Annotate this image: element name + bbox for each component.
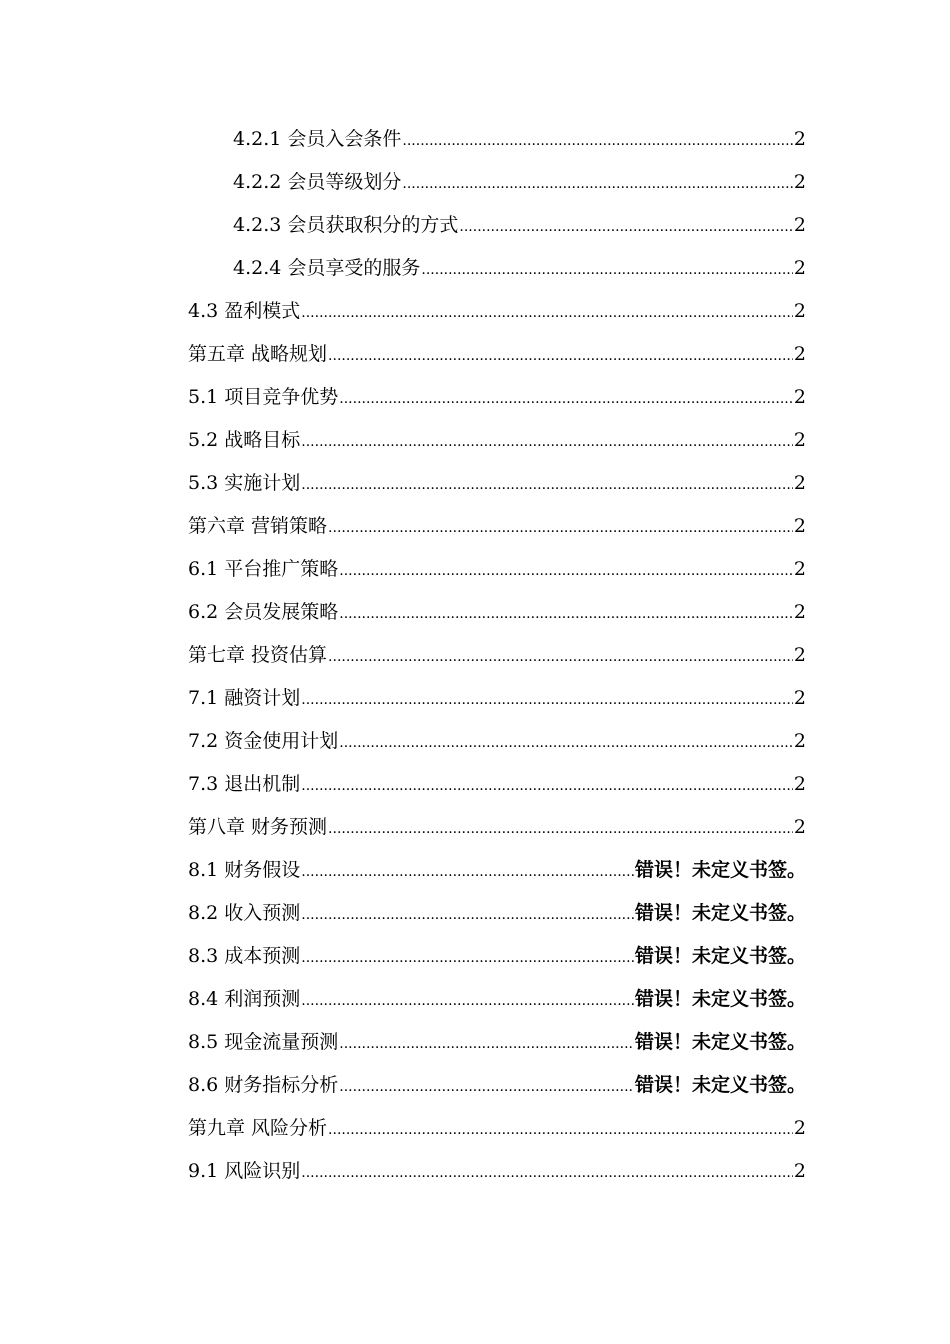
toc-entry-title: 8.4 利润预测 [188, 988, 301, 1010]
toc-dot-leader [328, 335, 793, 378]
toc-entry[interactable] [188, 204, 806, 247]
toc-entry-title: 8.3 成本预测 [188, 945, 301, 967]
toc-entry-page-number: 2 [793, 644, 806, 666]
toc-entry-title: 第八章 财务预测 [188, 816, 328, 838]
toc-dot-leader [301, 851, 634, 894]
toc-entry[interactable] [188, 290, 806, 333]
toc-entry-bookmark-error: 错误！未定义书签。 [634, 1074, 806, 1096]
toc-entry[interactable] [188, 720, 806, 763]
toc-entry-page-number: 2 [793, 386, 806, 408]
toc-entry[interactable] [188, 247, 806, 290]
toc-entry-title: 第五章 战略规划 [188, 343, 328, 365]
toc-entry-page-number: 2 [793, 687, 806, 709]
toc-entry[interactable] [188, 763, 806, 806]
toc-dot-leader [339, 1066, 634, 1109]
toc-entry-title: 4.2.4 会员享受的服务 [233, 257, 421, 279]
toc-entry-page-number: 2 [793, 300, 806, 322]
toc-entry-page-number: 2 [793, 214, 806, 236]
toc-entry-bookmark-error: 错误！未定义书签。 [634, 902, 806, 924]
toc-dot-leader [301, 765, 793, 808]
toc-entry-page-number: 2 [793, 816, 806, 838]
toc-entry-title: 8.5 现金流量预测 [188, 1031, 339, 1053]
toc-entry-page-number: 2 [793, 601, 806, 623]
toc-entry-title: 8.6 财务指标分析 [188, 1074, 339, 1096]
toc-entry-title: 4.2.1 会员入会条件 [233, 128, 402, 150]
toc-entry-page-number: 2 [793, 515, 806, 537]
toc-dot-leader [339, 593, 793, 636]
toc-entry[interactable] [188, 118, 806, 161]
toc-entry-title: 第六章 营销策略 [188, 515, 328, 537]
toc-entry-title: 5.2 战略目标 [188, 429, 301, 451]
toc-entry[interactable] [188, 1021, 806, 1064]
toc-dot-leader [339, 550, 793, 593]
toc-entry[interactable] [188, 333, 806, 376]
toc-entry-page-number: 2 [793, 257, 806, 279]
toc-entry-title: 6.2 会员发展策略 [188, 601, 339, 623]
toc-entry-title: 第七章 投资估算 [188, 644, 328, 666]
toc-entry-title: 8.1 财务假设 [188, 859, 301, 881]
toc-entry-page-number: 2 [793, 1160, 806, 1182]
toc-entry[interactable] [188, 161, 806, 204]
toc-entry-title: 第九章 风险分析 [188, 1117, 328, 1139]
toc-entry-page-number: 2 [793, 343, 806, 365]
toc-dot-leader [301, 421, 793, 464]
toc-dot-leader [301, 679, 793, 722]
toc-entry-page-number: 2 [793, 773, 806, 795]
toc-entry-title: 4.2.3 会员获取积分的方式 [233, 214, 459, 236]
toc-entry-title: 7.1 融资计划 [188, 687, 301, 709]
toc-dot-leader [301, 894, 634, 937]
toc-dot-leader [339, 1023, 634, 1066]
toc-entry[interactable] [188, 1107, 806, 1150]
toc-dot-leader [301, 1152, 793, 1195]
toc-dot-leader [301, 292, 793, 335]
toc-entry-page-number: 2 [793, 1117, 806, 1139]
toc-entry[interactable] [188, 849, 806, 892]
toc-dot-leader [402, 120, 793, 163]
toc-entry-bookmark-error: 错误！未定义书签。 [634, 859, 806, 881]
toc-dot-leader [459, 206, 793, 249]
toc-entry-title: 5.1 项目竞争优势 [188, 386, 339, 408]
toc-entry[interactable] [188, 376, 806, 419]
toc-entry[interactable] [188, 548, 806, 591]
toc-dot-leader [421, 249, 793, 292]
toc-dot-leader [301, 937, 634, 980]
toc-entry-title: 8.2 收入预测 [188, 902, 301, 924]
toc-dot-leader [301, 464, 793, 507]
toc-entry-page-number: 2 [793, 558, 806, 580]
toc-entry-title: 5.3 实施计划 [188, 472, 301, 494]
toc-dot-leader [328, 636, 793, 679]
toc-entry-page-number: 2 [793, 472, 806, 494]
toc-entry-bookmark-error: 错误！未定义书签。 [634, 945, 806, 967]
toc-dot-leader [328, 808, 793, 851]
toc-entry-title: 9.1 风险识别 [188, 1160, 301, 1182]
toc-entry-title: 7.3 退出机制 [188, 773, 301, 795]
toc-entry-page-number: 2 [793, 171, 806, 193]
toc-entry[interactable] [188, 892, 806, 935]
toc-entry-bookmark-error: 错误！未定义书签。 [634, 988, 806, 1010]
toc-entry[interactable] [188, 935, 806, 978]
table-of-contents [188, 118, 806, 1193]
toc-entry-title: 4.2.2 会员等级划分 [233, 171, 402, 193]
toc-entry[interactable] [188, 978, 806, 1021]
toc-entry[interactable] [188, 419, 806, 462]
toc-entry-bookmark-error: 错误！未定义书签。 [634, 1031, 806, 1053]
toc-entry-page-number: 2 [793, 128, 806, 150]
toc-entry-title: 7.2 资金使用计划 [188, 730, 339, 752]
toc-entry[interactable] [188, 505, 806, 548]
toc-entry-title: 4.3 盈利模式 [188, 300, 301, 322]
toc-entry[interactable] [188, 806, 806, 849]
toc-dot-leader [339, 722, 793, 765]
toc-entry[interactable] [188, 634, 806, 677]
toc-entry[interactable] [188, 462, 806, 505]
toc-entry[interactable] [188, 677, 806, 720]
toc-entry-title: 6.1 平台推广策略 [188, 558, 339, 580]
toc-dot-leader [301, 980, 634, 1023]
toc-entry-page-number: 2 [793, 429, 806, 451]
toc-dot-leader [402, 163, 793, 206]
toc-dot-leader [328, 507, 793, 550]
toc-entry-page-number: 2 [793, 730, 806, 752]
toc-dot-leader [328, 1109, 793, 1152]
toc-entry[interactable] [188, 591, 806, 634]
toc-entry[interactable] [188, 1064, 806, 1107]
toc-entry[interactable] [188, 1150, 806, 1193]
toc-dot-leader [339, 378, 793, 421]
